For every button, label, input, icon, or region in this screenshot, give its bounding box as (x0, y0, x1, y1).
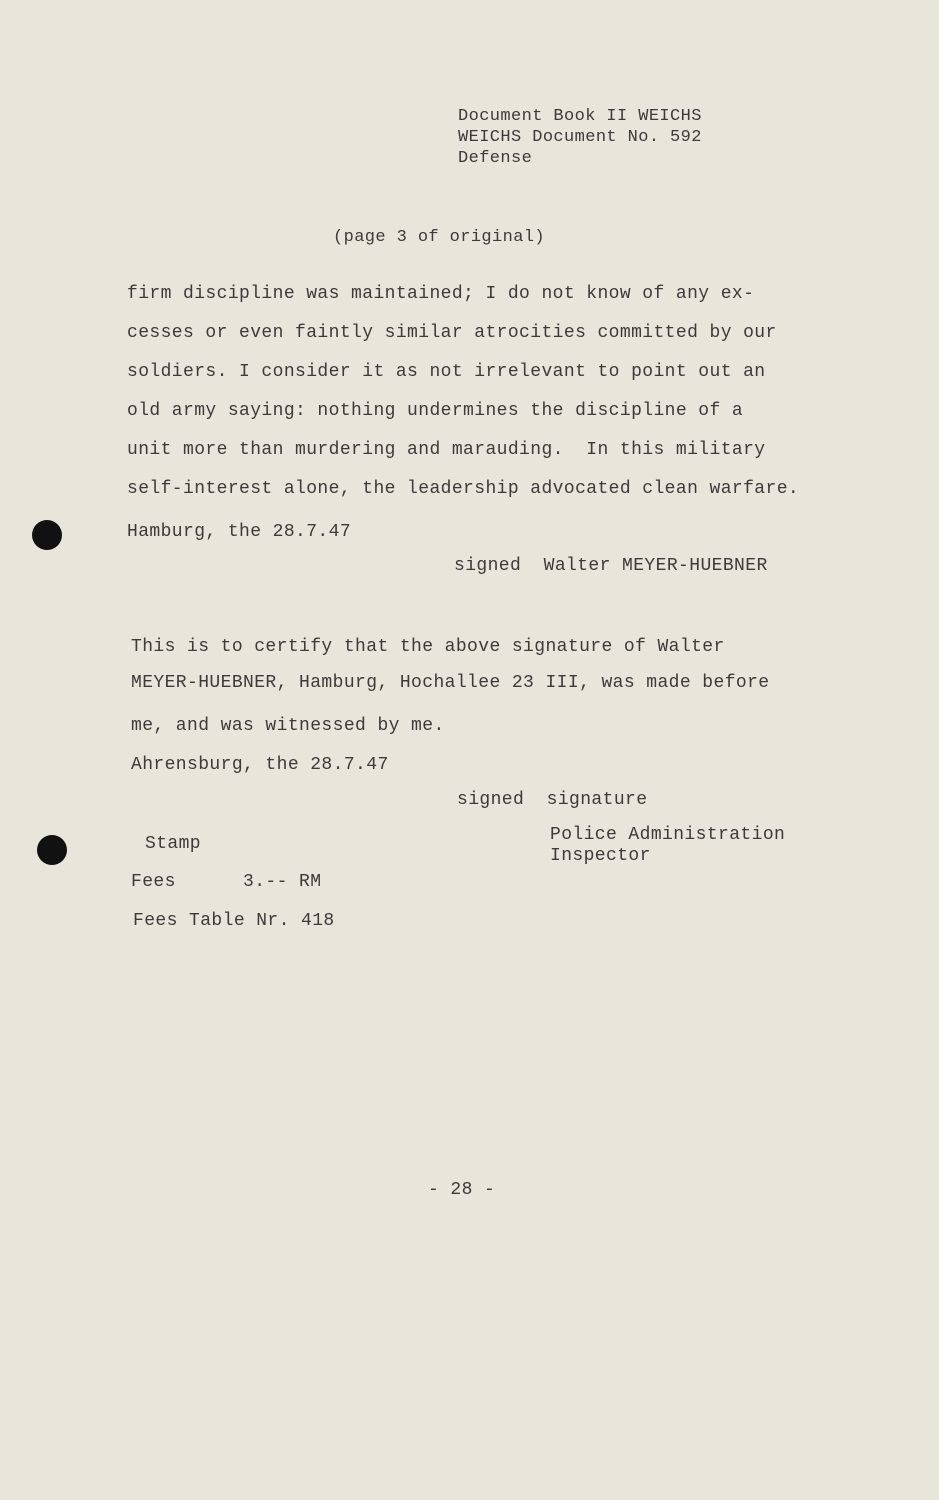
certification-line: This is to certify that the above signature of Walter (131, 637, 725, 657)
certification-line: MEYER-HUEBNER, Hamburg, Hochallee 23 III, was made before (131, 673, 770, 693)
certification-line: me, and was witnessed by me. (131, 716, 445, 736)
page-reference: (page 3 of original) (333, 228, 546, 247)
official-title: Police Administration (550, 825, 786, 845)
official-title: Inspector (550, 846, 651, 866)
body-line: firm discipline was maintained; I do not know of any ex- (127, 284, 755, 304)
body-line: cesses or even faintly similar atrocities committed by our (127, 323, 777, 343)
body-line: unit more than murdering and marauding. In this military (127, 440, 766, 460)
fees-table-line: Fees Table Nr. 418 (133, 911, 335, 931)
binder-hole (32, 520, 62, 550)
stamp-label: Stamp (145, 834, 202, 854)
signature-line: signed Walter MEYER-HUEBNER (454, 556, 768, 576)
page-number: - 28 - (428, 1180, 496, 1200)
body-line: soldiers. I consider it as not irrelevant to point out an (127, 362, 766, 382)
header-line-3: Defense (458, 149, 533, 168)
body-line: self-interest alone, the leadership advocated clean warfare. (127, 479, 800, 499)
header-line-2: WEICHS Document No. 592 (458, 128, 702, 147)
place-date: Hamburg, the 28.7.47 (127, 522, 352, 542)
binder-hole (37, 835, 67, 865)
signature-line: signed signature (457, 790, 648, 810)
fees-line: Fees 3.-- RM (131, 872, 322, 892)
body-line: old army saying: nothing undermines the discipline of a (127, 401, 744, 421)
header-line-1: Document Book II WEICHS (458, 107, 702, 126)
place-date: Ahrensburg, the 28.7.47 (131, 755, 389, 775)
